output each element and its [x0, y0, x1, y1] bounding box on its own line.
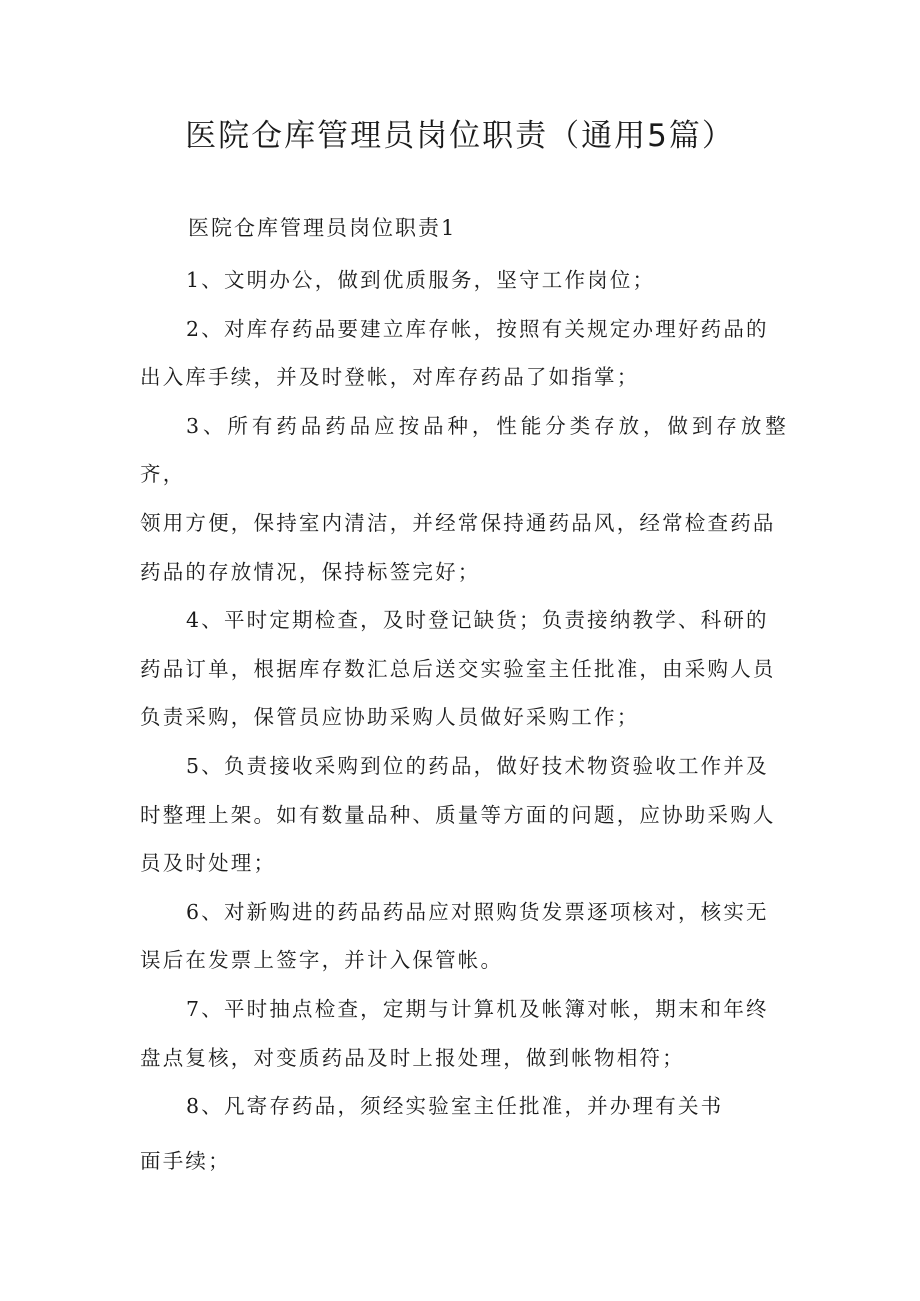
- paragraph-line: 7、平时抽点检查，定期与计算机及帐簿对帐，期末和年终: [186, 996, 769, 1021]
- paragraph-2: [140, 305, 788, 402]
- paragraph-6: [140, 888, 788, 985]
- paragraph-line: 盘点复核，对变质药品及时上报处理，做到帐物相符；: [140, 1045, 685, 1070]
- paragraph-line: 时整理上架。如有数量品种、质量等方面的问题，应协助采购人: [140, 802, 776, 827]
- paragraph-line: 负责采购，保管员应协助采购人员做好采购工作；: [140, 705, 640, 730]
- paragraph-line: 面手续；: [140, 1148, 231, 1173]
- paragraph-line: 药品订单，根据库存数汇总后送交实验室主任批准，由采购人员: [140, 656, 776, 681]
- paragraph-line: 4、平时定期检查，及时登记缺货；负责接纳教学、科研的: [186, 608, 769, 633]
- document-title: 医院仓库管理员岗位职责（通用5篇）: [185, 118, 735, 154]
- document-body: [140, 256, 788, 1185]
- paragraph-line: 药品的存放情况，保持标签完好；: [140, 559, 481, 584]
- paragraph-1: [140, 256, 788, 305]
- paragraph-line: 1、文明办公，做到优质服务，坚守工作岗位；: [186, 268, 656, 292]
- paragraph-line: 5、负责接收采购到位的药品，做好技术物资验收工作并及: [186, 753, 769, 778]
- paragraph-line: 出入库手续，并及时登帐，对库存药品了如指掌；: [140, 365, 640, 390]
- paragraph-line: 2、对库存药品要建立库存帐，按照有关规定办理好药品的: [186, 316, 769, 341]
- paragraph-7: [140, 985, 788, 1082]
- paragraph-line: 领用方便，保持室内清洁，并经常保持通药品风，经常检查药品: [140, 510, 776, 535]
- paragraph-5: [140, 742, 788, 888]
- paragraph-3: [140, 402, 788, 596]
- paragraph-line: 6、对新购进的药品药品应对照购货发票逐项核对，核实无: [186, 899, 769, 924]
- paragraph-8: [140, 1082, 788, 1185]
- paragraph-line: 3、所有药品药品应按品种，性能分类存放，做到存放整齐，: [140, 413, 788, 487]
- paragraph-4: [140, 596, 788, 742]
- paragraph-line: 8、凡寄存药品，须经实验室主任批准，并办理有关书: [186, 1094, 724, 1119]
- section-heading: 医院仓库管理员岗位职责1: [188, 216, 457, 240]
- paragraph-line: 误后在发票上签字，并计入保管帐。: [140, 948, 504, 973]
- paragraph-line: 员及时处理；: [140, 851, 277, 876]
